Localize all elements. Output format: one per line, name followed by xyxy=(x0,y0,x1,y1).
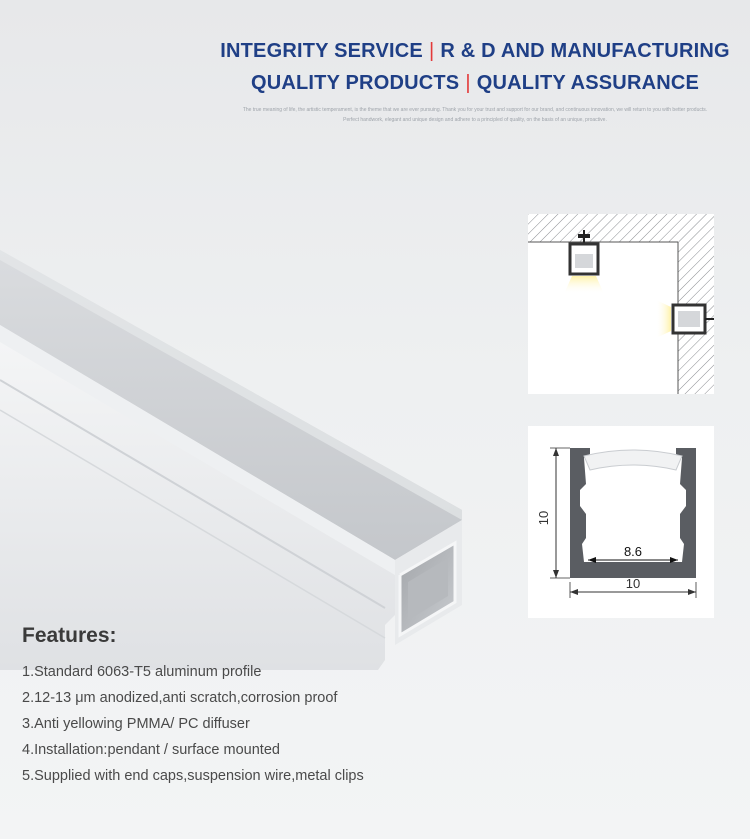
inner-width-label: 8.6 xyxy=(623,544,643,559)
header-line-2 xyxy=(200,72,750,95)
features-title: Features: xyxy=(22,624,117,647)
installation-illustration xyxy=(528,214,714,394)
feature-item: 1.Standard 6063-T5 aluminum profile xyxy=(22,664,262,680)
feature-item: 3.Anti yellowing PMMA/ PC diffuser xyxy=(22,716,250,732)
cross-section-diagram xyxy=(528,426,714,618)
aluminum-profile-image xyxy=(0,230,480,670)
cross-section-diagram-box xyxy=(528,426,714,618)
header-quality-products: QUALITY PRODUCTS xyxy=(250,72,460,94)
header-separator: | xyxy=(465,72,471,94)
header-line-1 xyxy=(200,40,750,63)
header-small-text-1: The true meaning of life, the artistic temperament, is the theme that we are ever pursuing. Thank you for your trust and support for our brand, and continuous innovation, we will return to you with better products. xyxy=(242,107,708,113)
outer-width-label: 10 xyxy=(625,576,641,591)
header-quality-assurance: QUALITY ASSURANCE xyxy=(476,72,700,94)
feature-item: 4.Installation:pendant / surface mounted xyxy=(22,742,280,758)
header-rd-manufacturing: R & D AND MANUFACTURING xyxy=(440,40,730,62)
features-list xyxy=(22,662,364,792)
feature-item: 2.12-13 μm anodized,anti scratch,corrosion proof xyxy=(22,690,338,706)
header-integrity-service: INTEGRITY SERVICE xyxy=(220,40,423,62)
header-separator: | xyxy=(428,40,435,62)
height-dimension-label: 10 xyxy=(536,510,551,526)
diffuser-shape xyxy=(584,450,682,470)
installation-diagram xyxy=(528,214,714,394)
header-small-text-2: Perfect handwork, elegant and unique design and adhere to a principled of quality, on the basis of an unique, proactive. xyxy=(343,117,607,123)
feature-item: 5.Supplied with end caps,suspension wire,metal clips xyxy=(22,768,364,784)
